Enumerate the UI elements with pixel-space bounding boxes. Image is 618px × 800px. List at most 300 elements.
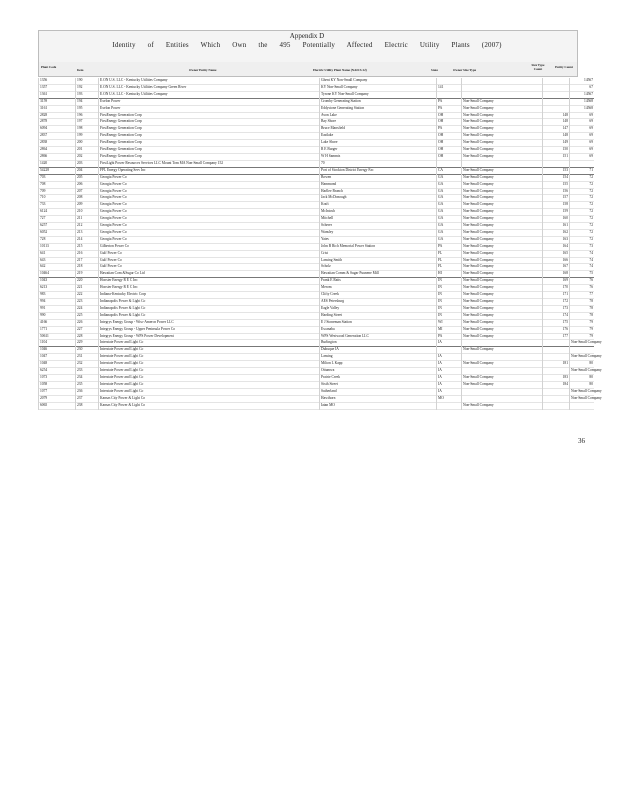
state-cell: MI bbox=[437, 326, 462, 333]
table-row bbox=[39, 312, 595, 319]
col-owner-entity: Owner Entity Name bbox=[189, 68, 217, 72]
plant-code-cell: 990 bbox=[39, 312, 76, 319]
size-type-cell: Non-Small Company bbox=[462, 209, 543, 216]
table-row bbox=[39, 223, 595, 230]
plant-name-cell: McIntosh bbox=[320, 209, 437, 216]
size-type-cell: Non-Small Company bbox=[462, 299, 543, 306]
table-row bbox=[39, 216, 595, 223]
owner-cell: Gulf Power Co bbox=[99, 250, 320, 257]
table-row bbox=[39, 243, 595, 250]
state-cell: IN bbox=[437, 285, 462, 292]
plant-code-cell: 708 bbox=[39, 181, 76, 188]
item-cell: 229 bbox=[76, 340, 99, 347]
col-item: Item bbox=[77, 68, 84, 72]
state-cell: GA bbox=[437, 216, 462, 223]
plant-name-cell: W H Sammis bbox=[320, 153, 437, 160]
table-row bbox=[39, 319, 595, 326]
table-row bbox=[39, 333, 595, 340]
size-type-cell: Non-Small Company bbox=[462, 223, 543, 230]
item-cell: 238 bbox=[76, 402, 99, 409]
size-type-count-cell: 176 bbox=[543, 326, 570, 333]
plant-code-cell: 3159 bbox=[39, 98, 76, 105]
size-type-count-cell: 166 bbox=[543, 257, 570, 264]
entity-count-cell: 80 bbox=[570, 374, 595, 381]
plant-code-cell: 641 bbox=[39, 250, 76, 257]
col-entity-count: Entity Count bbox=[555, 65, 573, 69]
state-cell: IN bbox=[437, 278, 462, 285]
table-row bbox=[39, 84, 595, 91]
size-type-count-cell bbox=[543, 105, 570, 112]
column-header-row bbox=[38, 62, 578, 77]
plant-code-cell: 2864 bbox=[39, 147, 76, 154]
plant-code-cell: 1058 bbox=[39, 381, 76, 388]
plant-code-cell: 991 bbox=[39, 305, 76, 312]
plant-code-cell: 6213 bbox=[39, 285, 76, 292]
size-type-cell: Non-Small Company bbox=[462, 133, 543, 140]
item-cell: 222 bbox=[76, 292, 99, 299]
item-cell: 221 bbox=[76, 285, 99, 292]
size-type-cell: Non-Small Company bbox=[462, 305, 543, 312]
plant-code-cell: 6257 bbox=[39, 223, 76, 230]
size-type-count-cell: 148 bbox=[543, 119, 570, 126]
entity-count-cell: 76 bbox=[570, 278, 595, 285]
entity-count-cell: 74 bbox=[570, 264, 595, 271]
plant-code-cell: 2837 bbox=[39, 133, 76, 140]
size-type-cell: Non-Small Company bbox=[462, 402, 543, 409]
state-cell: GA bbox=[437, 209, 462, 216]
table-row bbox=[39, 209, 595, 216]
table-row bbox=[39, 381, 595, 388]
owner-cell: Georgia Power Co bbox=[99, 229, 320, 236]
table-row bbox=[39, 388, 595, 395]
size-type-count-cell: 162 bbox=[543, 229, 570, 236]
size-type-cell bbox=[462, 160, 543, 167]
entity-count-cell: 72 bbox=[570, 174, 595, 181]
plant-code-cell: 1047 bbox=[39, 354, 76, 361]
table-row bbox=[39, 285, 595, 292]
size-type-cell: Non-Small Company bbox=[462, 229, 543, 236]
size-type-cell: Non-Small Company bbox=[462, 312, 543, 319]
table-row bbox=[39, 278, 595, 285]
size-type-cell: Non-Small Company bbox=[462, 271, 543, 278]
item-cell: 216 bbox=[76, 250, 99, 257]
owner-cell: Interstate Power and Light Co bbox=[99, 388, 320, 395]
item-cell: 200 bbox=[76, 140, 99, 147]
owner-cell: Kansas City Power & Light Co bbox=[99, 395, 320, 402]
size-type-cell: Non-Small Company bbox=[462, 202, 543, 209]
plant-code-cell: 994 bbox=[39, 299, 76, 306]
state-cell: IN bbox=[437, 305, 462, 312]
entity-count-cell: 78 bbox=[570, 312, 595, 319]
entity-count-cell: 75 bbox=[570, 271, 595, 278]
entity-count-cell: 69 bbox=[570, 133, 595, 140]
state-cell: 141 bbox=[437, 84, 462, 91]
entity-count-cell: 14567 bbox=[570, 91, 595, 98]
plant-name-cell: Merom bbox=[320, 285, 437, 292]
plant-name-cell: Bruce Mansfield bbox=[320, 126, 437, 133]
state-cell: GA bbox=[437, 181, 462, 188]
size-type-cell: Non-Small Company bbox=[462, 195, 543, 202]
table-row bbox=[39, 147, 595, 154]
owner-cell: Hoosier Energy R E C Inc bbox=[99, 278, 320, 285]
state-cell: GA bbox=[437, 223, 462, 230]
entity-count-cell bbox=[570, 402, 595, 409]
plant-name-cell: Yates bbox=[320, 236, 437, 243]
plant-name-cell: R E Burger bbox=[320, 147, 437, 154]
plant-name-cell: Hawaiian Comm & Sugar Puunene Mill bbox=[320, 271, 437, 278]
entity-count-cell: 74 bbox=[570, 250, 595, 257]
table-row bbox=[39, 340, 595, 347]
owner-cell: Gilberton Power Co bbox=[99, 243, 320, 250]
size-type-count-cell bbox=[543, 340, 570, 347]
size-type-cell: Non-Small Company bbox=[462, 250, 543, 257]
entity-count-cell: 67 bbox=[570, 84, 595, 91]
item-cell: 205 bbox=[76, 174, 99, 181]
owner-cell: Gulf Power Co bbox=[99, 264, 320, 271]
size-type-cell: Non-Small Company bbox=[462, 278, 543, 285]
entity-count-cell: 78 bbox=[570, 305, 595, 312]
size-type-count-cell: 164 bbox=[543, 243, 570, 250]
table-row bbox=[39, 188, 595, 195]
item-cell: 210 bbox=[76, 209, 99, 216]
plant-code-cell: 10113 bbox=[39, 243, 76, 250]
table-row bbox=[39, 181, 595, 188]
owner-cell: Indianapolis Power & Light Co bbox=[99, 299, 320, 306]
plant-name-cell: Escanaba bbox=[320, 326, 437, 333]
item-cell: 227 bbox=[76, 326, 99, 333]
entity-count-cell bbox=[570, 347, 595, 354]
owner-cell: E.ON U.S. LLC - Kentucky Utilities Company Green River bbox=[99, 84, 320, 91]
state-cell: HI bbox=[437, 271, 462, 278]
size-type-count-cell: 172 bbox=[543, 299, 570, 306]
table-row bbox=[39, 119, 595, 126]
item-cell: 214 bbox=[76, 236, 99, 243]
state-cell: OH bbox=[437, 119, 462, 126]
item-cell: 201 bbox=[76, 147, 99, 154]
item-cell: 207 bbox=[76, 188, 99, 195]
size-type-cell: Non-Small Company bbox=[462, 181, 543, 188]
item-cell: 197 bbox=[76, 119, 99, 126]
item-cell: 213 bbox=[76, 229, 99, 236]
size-type-cell: Non-Small Company bbox=[462, 285, 543, 292]
state-cell: FL bbox=[437, 264, 462, 271]
state-cell: OH bbox=[437, 153, 462, 160]
owner-cell: E.ON U.S. LLC - Kentucky Utilities Company bbox=[99, 91, 320, 98]
owner-cell: FirstEnergy Generation Corp bbox=[99, 140, 320, 147]
size-type-cell: Non-Small Company bbox=[462, 347, 543, 354]
plant-code-cell: 6094 bbox=[39, 126, 76, 133]
owner-cell: Georgia Power Co bbox=[99, 188, 320, 195]
table-row bbox=[39, 126, 595, 133]
plant-name-cell: Eddystone Generating Station bbox=[320, 105, 437, 112]
state-cell: IA bbox=[437, 388, 462, 395]
state-cell bbox=[437, 402, 462, 409]
state-cell: OH bbox=[437, 140, 462, 147]
size-type-count-cell: 165 bbox=[543, 250, 570, 257]
size-type-count-cell bbox=[543, 91, 570, 98]
entity-count-cell: 69 bbox=[570, 147, 595, 154]
size-type-cell bbox=[462, 395, 543, 402]
table-row bbox=[39, 112, 595, 119]
size-type-count-cell: 155 bbox=[543, 181, 570, 188]
table-row bbox=[39, 98, 595, 105]
plants-table-body bbox=[39, 78, 602, 409]
plant-name-cell: Cromby Generating Station bbox=[320, 98, 437, 105]
entity-count-cell: 72 bbox=[570, 188, 595, 195]
size-type-cell: Non-Small Company bbox=[462, 140, 543, 147]
table-row bbox=[39, 395, 595, 402]
owner-cell: Interstate Power and Light Co bbox=[99, 354, 320, 361]
size-type-count-cell: 183 bbox=[543, 374, 570, 381]
owner-cell: E.ON U.S. LLC - Kentucky Utilities Company bbox=[99, 78, 320, 84]
plant-name-cell: Milton L Kapp bbox=[320, 361, 437, 368]
item-cell: 235 bbox=[76, 381, 99, 388]
plant-name-cell: John B Rich Memorial Power Station bbox=[320, 243, 437, 250]
size-type-cell: Non-Small Company bbox=[462, 174, 543, 181]
size-type-cell: Non-Small Company bbox=[462, 333, 543, 340]
owner-cell: Interstate Power and Light Co bbox=[99, 347, 320, 354]
plant-name-cell: Mitchell bbox=[320, 216, 437, 223]
table-row bbox=[39, 229, 595, 236]
plant-code-cell: 983 bbox=[39, 292, 76, 299]
owner-cell: Integrys Energy Group - WPS Power Development bbox=[99, 333, 320, 340]
owner-cell: Georgia Power Co bbox=[99, 195, 320, 202]
owner-cell: Georgia Power Co bbox=[99, 181, 320, 188]
size-type-cell: Non-Small Company bbox=[462, 236, 543, 243]
entity-count-cell: 72 bbox=[570, 202, 595, 209]
plant-code-cell: 709 bbox=[39, 188, 76, 195]
size-type-count-cell bbox=[543, 84, 570, 91]
table-row bbox=[39, 202, 595, 209]
item-cell: 195 bbox=[76, 105, 99, 112]
size-type-cell: Non-Small Company bbox=[462, 153, 543, 160]
plant-code-cell: 1420 bbox=[39, 160, 76, 167]
entity-count-cell: 79 bbox=[570, 326, 595, 333]
plant-name-cell: Hawthorn bbox=[320, 395, 437, 402]
owner-cell: Interstate Power and Light Co bbox=[99, 368, 320, 375]
table-row bbox=[39, 140, 595, 147]
item-cell: 231 bbox=[76, 354, 99, 361]
size-type-count-cell bbox=[543, 98, 570, 105]
table-row bbox=[39, 354, 595, 361]
size-type-count-cell: 170 bbox=[543, 285, 570, 292]
size-type-cell: Non-Small Company bbox=[462, 381, 543, 388]
plant-code-cell: 703 bbox=[39, 174, 76, 181]
size-type-count-cell: 168 bbox=[543, 271, 570, 278]
plant-name-cell: Burlington bbox=[320, 340, 437, 347]
item-cell: 206 bbox=[76, 181, 99, 188]
table-row bbox=[39, 271, 595, 278]
state-cell: GA bbox=[437, 202, 462, 209]
size-type-count-cell: 169 bbox=[543, 278, 570, 285]
size-type-count-cell: 160 bbox=[543, 216, 570, 223]
plant-code-cell: 1356 bbox=[39, 78, 76, 84]
plant-name-cell: AES Petersburg bbox=[320, 299, 437, 306]
entity-count-cell: 80 bbox=[570, 361, 595, 368]
size-type-count-cell bbox=[543, 395, 570, 402]
state-cell: OH bbox=[437, 147, 462, 154]
item-cell: 220 bbox=[76, 278, 99, 285]
entity-count-cell: 69 bbox=[570, 140, 595, 147]
plant-code-cell: 1104 bbox=[39, 340, 76, 347]
entity-count-cell: 76 bbox=[570, 285, 595, 292]
item-cell: 208 bbox=[76, 195, 99, 202]
size-type-cell: Non-Small Company bbox=[462, 105, 543, 112]
owner-cell: FPL Energy Operating Serv Inc bbox=[99, 167, 320, 174]
size-type-count-cell: 148 bbox=[543, 133, 570, 140]
entity-count-cell: Non-Small Company bbox=[570, 340, 595, 347]
state-cell: GA bbox=[437, 229, 462, 236]
size-type-count-cell: 161 bbox=[543, 223, 570, 230]
size-type-cell: Non-Small Company bbox=[462, 361, 543, 368]
size-type-count-cell bbox=[543, 402, 570, 409]
plant-code-cell: 4166 bbox=[39, 319, 76, 326]
plant-name-cell: Sixth Street bbox=[320, 381, 437, 388]
item-cell: 198 bbox=[76, 126, 99, 133]
page-number: 36 bbox=[578, 437, 585, 445]
item-cell: 203 bbox=[76, 160, 99, 167]
plants-table bbox=[38, 78, 602, 410]
table-row bbox=[39, 167, 595, 174]
plant-name-cell: Crist bbox=[320, 250, 437, 257]
table-row bbox=[39, 236, 595, 243]
owner-cell: FirstEnergy Generation Corp bbox=[99, 119, 320, 126]
state-cell: IA bbox=[437, 381, 462, 388]
table-row bbox=[39, 250, 595, 257]
plant-code-cell: 10464 bbox=[39, 271, 76, 278]
owner-cell: Integrys Energy Group - Upper Peninsula Power Co bbox=[99, 326, 320, 333]
plant-name-cell: Bay Shore bbox=[320, 119, 437, 126]
owner-cell: Interstate Power and Light Co bbox=[99, 381, 320, 388]
plant-code-cell: 6052 bbox=[39, 229, 76, 236]
item-cell: 190 bbox=[76, 78, 99, 84]
item-cell: 202 bbox=[76, 153, 99, 160]
plant-code-cell: 2866 bbox=[39, 153, 76, 160]
entity-count-cell: 79 bbox=[570, 319, 595, 326]
plant-name-cell: KY Non-Small Company bbox=[320, 84, 437, 91]
state-cell: PA bbox=[437, 98, 462, 105]
size-type-count-cell: 147 bbox=[543, 126, 570, 133]
size-type-cell bbox=[462, 84, 543, 91]
item-cell: 236 bbox=[76, 388, 99, 395]
plant-code-cell: 1771 bbox=[39, 326, 76, 333]
state-cell: OH bbox=[437, 112, 462, 119]
item-cell: 237 bbox=[76, 395, 99, 402]
plant-code-cell: 643 bbox=[39, 257, 76, 264]
size-type-count-cell: 171 bbox=[543, 292, 570, 299]
plant-name-cell: Lansing Smith bbox=[320, 257, 437, 264]
state-cell: PA bbox=[437, 333, 462, 340]
size-type-count-cell bbox=[543, 354, 570, 361]
size-type-count-cell: 150 bbox=[543, 147, 570, 154]
state-cell: WI bbox=[437, 319, 462, 326]
size-type-count-cell bbox=[543, 347, 570, 354]
plant-code-cell: 1048 bbox=[39, 361, 76, 368]
col-size-type-count: Size Type Count bbox=[531, 63, 545, 71]
plant-code-cell: 2079 bbox=[39, 395, 76, 402]
entity-count-cell: Non-Small Company bbox=[570, 395, 595, 402]
plant-name-cell: Eastlake bbox=[320, 133, 437, 140]
item-cell: 212 bbox=[76, 223, 99, 230]
entity-count-cell: 72 bbox=[570, 181, 595, 188]
state-cell: IN bbox=[437, 292, 462, 299]
size-type-count-cell bbox=[543, 368, 570, 375]
table-row bbox=[39, 105, 595, 112]
size-type-cell bbox=[462, 91, 543, 98]
table-row bbox=[39, 174, 595, 181]
owner-cell: Integrys Energy Group - Wisc-Amercn Power LLC bbox=[99, 319, 320, 326]
plant-name-cell: Jack McDonough bbox=[320, 195, 437, 202]
size-type-cell: Non-Small Company bbox=[462, 319, 543, 326]
entity-count-cell: 77 bbox=[570, 292, 595, 299]
entity-count-cell: 69 bbox=[570, 126, 595, 133]
owner-cell: Hawaiian Com &Sugar Co Ltd bbox=[99, 271, 320, 278]
plant-name-cell: Iatan MO bbox=[320, 402, 437, 409]
owner-cell: Georgia Power Co bbox=[99, 223, 320, 230]
plant-code-cell: 2838 bbox=[39, 140, 76, 147]
owner-cell: Georgia Power Co bbox=[99, 202, 320, 209]
owner-cell: Exelon Power bbox=[99, 98, 320, 105]
size-type-count-cell: 149 bbox=[543, 140, 570, 147]
entity-count-cell: 79 bbox=[570, 333, 595, 340]
item-cell: 224 bbox=[76, 305, 99, 312]
size-type-count-cell: 173 bbox=[543, 305, 570, 312]
plant-name-cell: E J Stoneman Station bbox=[320, 319, 437, 326]
table-row bbox=[39, 361, 595, 368]
size-type-count-cell: 157 bbox=[543, 195, 570, 202]
entity-count-cell: Non-Small Company bbox=[570, 388, 595, 395]
plant-code-cell: 2878 bbox=[39, 119, 76, 126]
plant-name-cell: Prairie Creek bbox=[320, 374, 437, 381]
plant-code-cell: 733 bbox=[39, 202, 76, 209]
size-type-cell: Non-Small Company bbox=[462, 147, 543, 154]
item-cell: 193 bbox=[76, 91, 99, 98]
size-type-cell bbox=[462, 388, 543, 395]
state-cell: PA bbox=[437, 243, 462, 250]
owner-cell: FirstEnergy Generation Corp bbox=[99, 153, 320, 160]
state-cell: IN bbox=[437, 312, 462, 319]
plant-code-cell: 727 bbox=[39, 216, 76, 223]
plant-name-cell: Hammond bbox=[320, 181, 437, 188]
size-type-count-cell: 174 bbox=[543, 312, 570, 319]
item-cell: 194 bbox=[76, 98, 99, 105]
entity-count-cell: 72 bbox=[570, 216, 595, 223]
entity-count-cell: Non-Small Company bbox=[570, 354, 595, 361]
owner-cell: Exelon Power bbox=[99, 105, 320, 112]
state-cell: CA bbox=[437, 167, 462, 174]
size-type-count-cell: 151 bbox=[543, 153, 570, 160]
table-row bbox=[39, 195, 595, 202]
item-cell: 218 bbox=[76, 264, 99, 271]
state-cell: IA bbox=[437, 368, 462, 375]
plant-name-cell: Lansing bbox=[320, 354, 437, 361]
plant-code-cell: 642 bbox=[39, 264, 76, 271]
plant-code-cell: 6254 bbox=[39, 368, 76, 375]
size-type-cell: Non-Small Company bbox=[462, 98, 543, 105]
item-cell: 226 bbox=[76, 319, 99, 326]
entity-count-cell: 71 bbox=[570, 167, 595, 174]
size-type-count-cell bbox=[543, 160, 570, 167]
plant-code-cell: 6124 bbox=[39, 209, 76, 216]
table-row bbox=[39, 257, 595, 264]
col-plant-code: Plant Code bbox=[41, 65, 57, 69]
size-type-cell: Non-Small Company bbox=[462, 264, 543, 271]
plant-name-cell: Scholz bbox=[320, 264, 437, 271]
item-cell: 204 bbox=[76, 167, 99, 174]
owner-cell: Indianapolis Power & Light Co bbox=[99, 305, 320, 312]
owner-cell: Gulf Power Co bbox=[99, 257, 320, 264]
owner-cell: FirstLight Power Resources Services LLC Mount Tom MA Non-Small Company 152 bbox=[99, 160, 320, 167]
